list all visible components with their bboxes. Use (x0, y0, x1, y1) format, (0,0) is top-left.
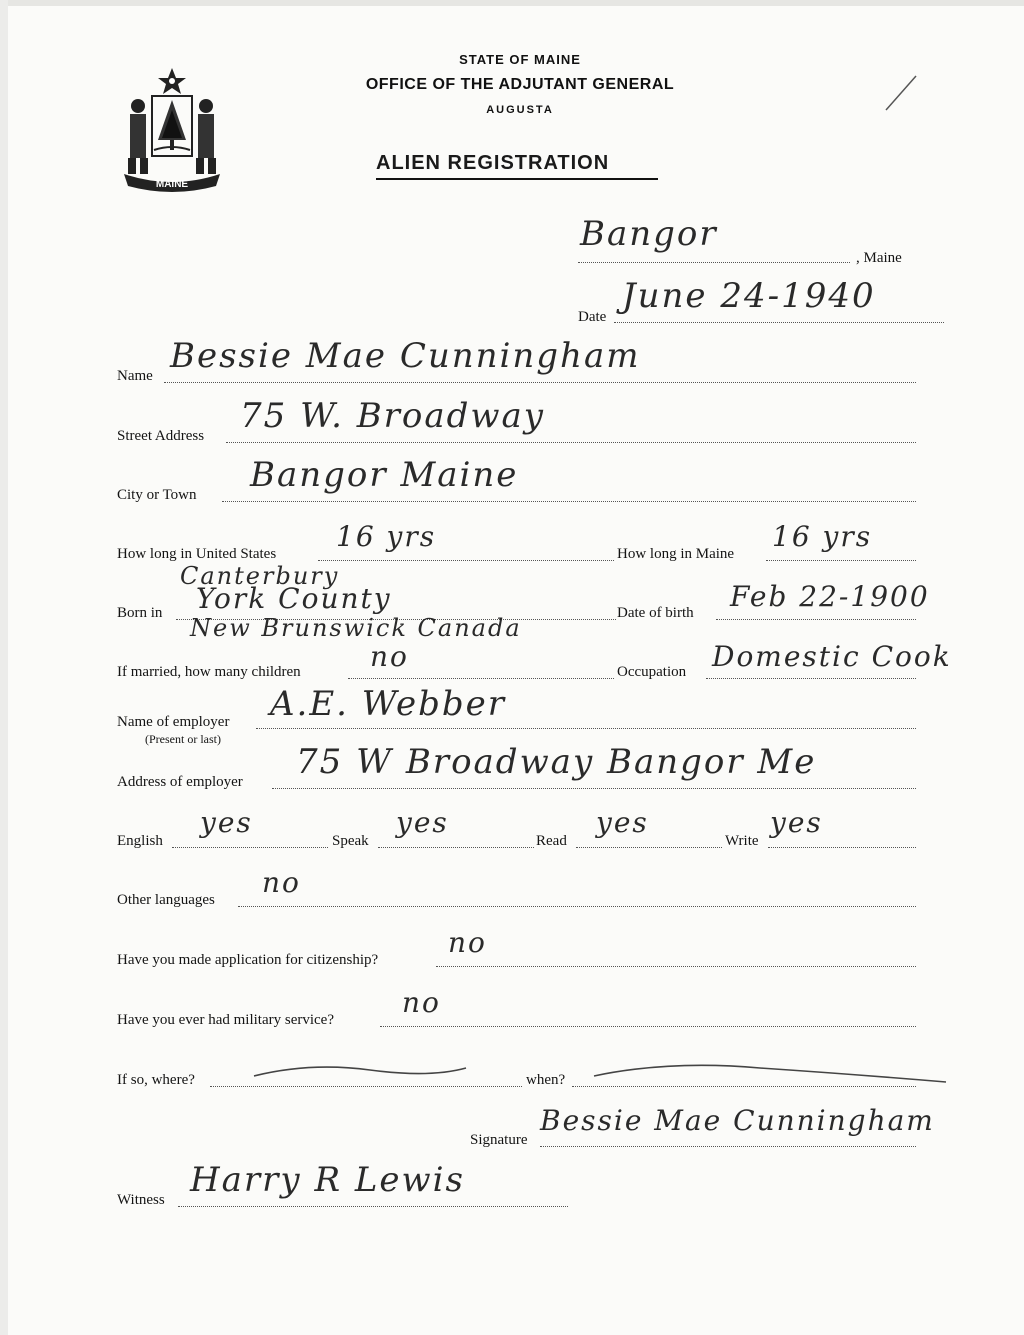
dash-stroke-icon (250, 1060, 470, 1084)
other-languages-value[interactable]: no (262, 866, 301, 899)
how-long-us-line (318, 560, 614, 561)
write-value[interactable]: yes (770, 806, 823, 839)
occupation-line (706, 678, 916, 679)
occupation-value[interactable]: Domestic Cook (712, 640, 952, 673)
born-in-value-line3[interactable]: New Brunswick Canada (190, 614, 522, 642)
town-suffix-label: , Maine (856, 250, 902, 266)
street-value[interactable]: 75 W. Broadway (240, 396, 546, 436)
english-line (172, 847, 328, 848)
occupation-label: Occupation (617, 664, 687, 680)
employer-line (256, 728, 916, 729)
write-label: Write (725, 833, 759, 849)
city-line (222, 501, 916, 502)
citizenship-label: Have you made application for citizenship? (117, 952, 379, 968)
date-of-birth-value[interactable]: Feb 22-1900 (730, 580, 930, 613)
citizenship-value[interactable]: no (448, 926, 487, 959)
town-line (578, 262, 850, 263)
speak-label: Speak (332, 833, 369, 849)
citizenship-line (436, 966, 916, 967)
employer-label: Name of employer (117, 714, 230, 730)
read-line (576, 847, 722, 848)
street-label: Street Address (117, 428, 205, 444)
name-value[interactable]: Bessie Mae Cunningham (170, 336, 641, 376)
date-of-birth-label: Date of birth (617, 605, 694, 621)
english-label: English (117, 833, 163, 849)
city-value[interactable]: Bangor Maine (250, 455, 519, 495)
when-label: when? (526, 1072, 566, 1088)
scan-edge (0, 0, 8, 1335)
if-so-where-label: If so, where? (117, 1072, 195, 1088)
how-long-maine-line (766, 560, 916, 561)
seal-scroll-text: MAINE (155, 179, 189, 190)
children-label: If married, how many children (117, 664, 301, 680)
military-label: Have you ever had military service? (117, 1012, 334, 1028)
born-in-value-line1[interactable]: Canterbury (180, 562, 340, 590)
if-so-where-line (210, 1086, 522, 1087)
signature-line (540, 1146, 916, 1147)
name-label: Name (117, 368, 153, 384)
speak-value[interactable]: yes (396, 806, 449, 839)
check-mark-icon (880, 72, 920, 112)
date-label: Date (578, 309, 607, 325)
english-value[interactable]: yes (200, 806, 253, 839)
employer-address-value[interactable]: 75 W Broadway Bangor Me (296, 742, 817, 782)
children-value[interactable]: no (370, 640, 409, 673)
speak-line (378, 847, 534, 848)
signature-value[interactable]: Bessie Mae Cunningham (540, 1104, 935, 1137)
header-city: AUGUSTA (486, 104, 554, 116)
children-line (348, 678, 614, 679)
date-value[interactable]: June 24-1940 (622, 276, 876, 316)
date-line (614, 322, 944, 323)
signature-label: Signature (470, 1132, 528, 1148)
city-label: City or Town (117, 487, 197, 503)
name-line (164, 382, 916, 383)
title-underline (376, 178, 658, 180)
header-state: STATE OF MAINE (459, 52, 581, 67)
born-in-label: Born in (117, 605, 163, 621)
employer-address-label: Address of employer (117, 774, 243, 790)
employer-value[interactable]: A.E. Webber (270, 684, 506, 724)
other-languages-label: Other languages (117, 892, 215, 908)
form-title: ALIEN REGISTRATION (376, 152, 610, 174)
witness-line (178, 1206, 568, 1207)
dash-stroke-icon (590, 1058, 950, 1088)
write-line (768, 847, 916, 848)
maine-state-seal-icon (118, 66, 226, 196)
how-long-us-value[interactable]: 16 yrs (336, 520, 437, 553)
military-value[interactable]: no (402, 986, 441, 1019)
born-in-value-line2[interactable]: York County (196, 582, 392, 615)
employer-address-line (272, 788, 916, 789)
employer-note: (Present or last) (145, 732, 221, 746)
read-value[interactable]: yes (596, 806, 649, 839)
other-languages-line (238, 906, 916, 907)
read-label: Read (536, 833, 567, 849)
witness-value[interactable]: Harry R Lewis (190, 1160, 465, 1200)
witness-label: Witness (117, 1192, 165, 1208)
street-line (226, 442, 916, 443)
how-long-maine-value[interactable]: 16 yrs (772, 520, 873, 553)
date-of-birth-line (716, 619, 916, 620)
header-office: OFFICE OF THE ADJUTANT GENERAL (365, 76, 675, 93)
how-long-maine-label: How long in Maine (617, 546, 735, 562)
military-line (380, 1026, 916, 1027)
scan-edge (0, 0, 1024, 6)
town-value[interactable]: Bangor (580, 214, 718, 254)
how-long-us-label: How long in United States (117, 546, 277, 562)
